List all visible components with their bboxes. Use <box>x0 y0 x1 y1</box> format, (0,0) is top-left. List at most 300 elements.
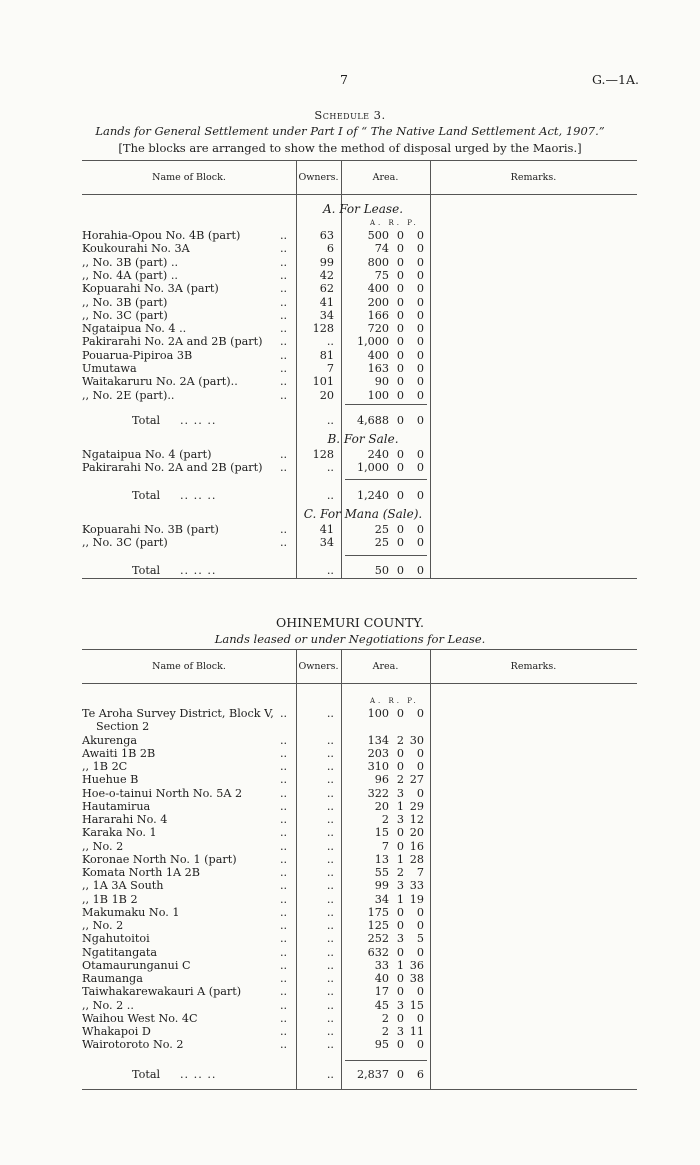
area-roods: 2 <box>396 773 404 787</box>
section-b-title: B. For Sale. <box>327 432 399 446</box>
owners-count: .. <box>326 1011 334 1025</box>
block-name: ,, No. 3B (part) <box>82 295 168 309</box>
total-owners: .. <box>326 414 334 427</box>
area-perches: 12 <box>409 813 424 826</box>
leader-dots: .. <box>280 461 288 475</box>
area-perches: 0 <box>416 746 424 760</box>
leader-dots: .. <box>280 919 288 932</box>
area-acres: 40 <box>374 972 389 985</box>
leader-dots: .. <box>280 229 288 242</box>
column-header-name: Name of Block. <box>152 172 226 183</box>
unit-acres: A. <box>370 219 384 227</box>
owners-count: .. <box>326 958 334 972</box>
area-acres: 175 <box>367 905 389 919</box>
area-perches: 36 <box>409 958 424 972</box>
total-rule <box>345 404 427 405</box>
total-owners: .. <box>326 564 334 577</box>
area-roods: 0 <box>396 839 404 853</box>
owners-count: .. <box>326 985 334 999</box>
total-label: Total <box>132 489 161 502</box>
area-acres: 7 <box>381 839 389 853</box>
area-acres: 1,000 <box>356 461 389 475</box>
area-roods: 0 <box>396 388 404 402</box>
owners-count: 99 <box>319 255 334 269</box>
area-perches: 20 <box>409 826 424 840</box>
area-acres: 17 <box>374 985 389 999</box>
area-acres: 1,000 <box>356 335 389 349</box>
block-name: Karaka No. 1 <box>82 826 157 840</box>
unit-perches: P. <box>407 697 419 705</box>
owners-count: .. <box>326 905 334 919</box>
block-name: Whakapoi D <box>82 1025 151 1038</box>
block-name: ,, No. 3C (part) <box>82 308 168 322</box>
area-acres: 240 <box>367 448 389 461</box>
area-roods: 0 <box>396 1011 404 1025</box>
area-acres: 55 <box>374 866 389 879</box>
total-label: Total <box>132 1068 161 1081</box>
leader-dots: .. <box>280 322 288 336</box>
area-perches: 0 <box>416 348 424 362</box>
area-perches: 0 <box>416 255 424 269</box>
area-roods: 0 <box>396 348 404 362</box>
area-acres: 100 <box>367 707 389 720</box>
column-divider <box>430 160 431 578</box>
table-top-rule <box>82 160 637 161</box>
section-c-title: C. For Mana (Sale). <box>303 507 423 521</box>
unit-acres: A. <box>370 697 384 705</box>
block-name: Ngahutoitoi <box>82 932 150 946</box>
area-acres: 310 <box>367 760 389 773</box>
leader-dots: .. <box>280 985 288 999</box>
block-name: ,, No. 2 .. <box>82 998 134 1012</box>
owners-count: 42 <box>319 268 334 282</box>
total-rule <box>345 479 427 480</box>
total-label: Total <box>132 564 161 577</box>
area-acres: 2 <box>381 1011 389 1025</box>
owners-count: .. <box>326 773 334 787</box>
total-acres: 1,240 <box>356 489 389 502</box>
leader-dots: .. <box>280 905 288 919</box>
owners-count: .. <box>326 932 334 946</box>
area-perches: 0 <box>416 229 424 242</box>
area-perches: 38 <box>409 972 424 985</box>
owners-count: 41 <box>319 295 334 309</box>
leader-dots: .. <box>280 295 288 309</box>
total-perches: 0 <box>416 564 424 577</box>
area-perches: 0 <box>416 985 424 999</box>
area-acres: 800 <box>367 255 389 269</box>
area-perches: 0 <box>416 1038 424 1052</box>
area-acres: 45 <box>374 998 389 1012</box>
area-roods: 0 <box>396 229 404 242</box>
area-acres: 2 <box>381 1025 389 1038</box>
owners-count: .. <box>326 945 334 959</box>
area-roods: 0 <box>396 268 404 282</box>
total-roods: 0 <box>396 564 404 577</box>
total-acres: 4,688 <box>356 414 389 427</box>
area-acres: 74 <box>374 242 389 256</box>
owners-count: 6 <box>326 242 334 256</box>
area-perches: 0 <box>416 282 424 296</box>
owners-count: .. <box>326 733 334 747</box>
column-divider <box>430 649 431 1089</box>
area-acres: 252 <box>367 932 389 946</box>
area-roods: 3 <box>396 932 404 946</box>
area-perches: 0 <box>416 786 424 800</box>
block-name: Koukourahi No. 3A <box>82 242 190 256</box>
owners-count: 34 <box>319 308 334 322</box>
area-acres: 720 <box>367 322 389 336</box>
area-perches: 0 <box>416 362 424 375</box>
block-name: ,, No. 3B (part) .. <box>82 255 179 269</box>
owners-count: .. <box>326 746 334 760</box>
area-roods: 0 <box>396 523 404 536</box>
schedule-title: Schedule 3. <box>314 108 386 122</box>
area-roods: 0 <box>396 1038 404 1052</box>
block-name: Waihou West No. 4C <box>82 1011 198 1025</box>
owners-count: .. <box>326 998 334 1012</box>
block-name: ,, 1B 2C <box>82 760 128 773</box>
area-acres: 100 <box>367 388 389 402</box>
area-roods: 0 <box>396 746 404 760</box>
area-roods: 0 <box>396 255 404 269</box>
area-roods: 0 <box>396 905 404 919</box>
owners-count: .. <box>326 707 334 720</box>
block-name: Pakirarahi No. 2A and 2B (part) <box>82 461 263 475</box>
area-acres: 400 <box>367 348 389 362</box>
page-number: 7 <box>340 72 348 87</box>
leader-dots: .. <box>280 707 288 720</box>
area-perches: 0 <box>416 461 424 475</box>
block-name: Horahia-Opou No. 4B (part) <box>82 229 241 242</box>
block-name: Otamaurunganui C <box>82 958 191 972</box>
area-roods: 0 <box>396 362 404 375</box>
leader-dots: .. <box>280 536 288 550</box>
area-acres: 99 <box>374 879 389 893</box>
owners-count: .. <box>326 879 334 893</box>
area-perches: 33 <box>409 879 424 893</box>
area-roods: 1 <box>396 958 404 972</box>
column-header-owners: Owners. <box>298 661 339 672</box>
area-perches: 0 <box>416 375 424 389</box>
block-name: Kopuarahi No. 3A (part) <box>82 282 219 296</box>
block-name: Umutawa <box>82 362 137 375</box>
owners-count: .. <box>326 1038 334 1052</box>
block-name: Raumanga <box>82 972 143 985</box>
table-bottom-rule <box>82 1089 637 1090</box>
area-acres: 25 <box>374 536 389 550</box>
area-roods: 3 <box>396 1025 404 1038</box>
area-acres: 15 <box>374 826 389 840</box>
column-header-area: Area. <box>372 172 399 183</box>
leader-dots: .. <box>280 972 288 985</box>
leader-dots: .. .. .. <box>180 414 217 427</box>
area-roods: 0 <box>396 461 404 475</box>
area-roods: 3 <box>396 786 404 800</box>
area-acres: 20 <box>374 799 389 813</box>
block-name: Hararahi No. 4 <box>82 813 168 826</box>
area-acres: 500 <box>367 229 389 242</box>
area-acres: 90 <box>374 375 389 389</box>
total-owners: .. <box>326 489 334 502</box>
block-name: ,, No. 2 <box>82 919 124 932</box>
area-perches: 30 <box>409 733 424 747</box>
leader-dots: .. <box>280 760 288 773</box>
total-perches: 0 <box>416 414 424 427</box>
leader-dots: .. <box>280 308 288 322</box>
area-perches: 0 <box>416 295 424 309</box>
area-roods: 3 <box>396 879 404 893</box>
leader-dots: .. <box>280 786 288 800</box>
block-name: Pakirarahi No. 2A and 2B (part) <box>82 335 263 349</box>
leader-dots: .. <box>280 733 288 747</box>
leader-dots: .. <box>280 255 288 269</box>
block-name: Ngatitangata <box>82 945 158 959</box>
owners-count: .. <box>326 972 334 985</box>
area-roods: 0 <box>396 945 404 959</box>
leader-dots: .. <box>280 448 288 461</box>
area-perches: 0 <box>416 388 424 402</box>
area-perches: 11 <box>409 1025 424 1038</box>
owners-count: 34 <box>319 536 334 550</box>
unit-roods: R. <box>388 697 403 705</box>
block-name: Awaiti 1B 2B <box>82 746 156 760</box>
leader-dots: .. <box>280 945 288 959</box>
leader-dots: .. <box>280 879 288 893</box>
area-perches: 0 <box>416 242 424 256</box>
column-header-name: Name of Block. <box>152 661 226 672</box>
leader-dots: .. <box>280 852 288 866</box>
block-name: Makumaku No. 1 <box>82 905 180 919</box>
area-acres: 400 <box>367 282 389 296</box>
area-perches: 0 <box>416 268 424 282</box>
area-perches: 16 <box>409 839 424 853</box>
block-name: Komata North 1A 2B <box>82 866 201 879</box>
area-roods: 0 <box>396 760 404 773</box>
block-name: ,, No. 3C (part) <box>82 536 168 550</box>
area-acres: 203 <box>367 746 389 760</box>
leader-dots: .. .. .. <box>180 489 217 502</box>
column-header-remarks: Remarks. <box>510 172 557 183</box>
leader-dots: .. <box>280 839 288 853</box>
area-perches: 5 <box>416 932 424 946</box>
table-header-rule <box>82 194 637 195</box>
section-a-title: A. For Lease. <box>322 202 404 216</box>
area-roods: 0 <box>396 335 404 349</box>
leader-dots: .. <box>280 268 288 282</box>
leader-dots: .. <box>280 892 288 906</box>
area-perches: 0 <box>416 308 424 322</box>
leader-dots: .. <box>280 523 288 536</box>
block-name: Ngataipua No. 4 (part) <box>82 448 212 461</box>
county-subtitle: Lands leased or under Negotiations for Lease. <box>214 632 486 646</box>
column-header-owners: Owners. <box>298 172 339 183</box>
block-name: Pouarua-Pipiroa 3B <box>82 348 193 362</box>
block-name: Wairotoroto No. 2 <box>82 1038 184 1052</box>
owners-count: .. <box>326 335 334 349</box>
block-name: Huehue B <box>82 773 139 787</box>
document-reference: G.—1A. <box>592 72 639 87</box>
area-roods: 0 <box>396 448 404 461</box>
block-name: Taiwhakarewakauri A (part) <box>82 985 242 999</box>
area-acres: 75 <box>374 268 389 282</box>
area-units-header <box>370 697 419 705</box>
total-roods: 0 <box>396 414 404 427</box>
area-roods: 0 <box>396 985 404 999</box>
area-roods: 0 <box>396 295 404 309</box>
block-name: ,, No. 4A (part) .. <box>82 268 178 282</box>
leader-dots: .. <box>280 242 288 256</box>
schedule-note: [The blocks are arranged to show the method of disposal urged by the Maoris.] <box>118 141 582 155</box>
leader-dots: .. <box>280 998 288 1012</box>
leader-dots: .. .. .. <box>180 564 217 577</box>
area-perches: 15 <box>409 998 424 1012</box>
area-perches: 0 <box>416 1011 424 1025</box>
area-roods: 0 <box>396 282 404 296</box>
area-acres: 125 <box>367 919 389 932</box>
total-acres: 50 <box>374 564 389 577</box>
total-perches: 6 <box>416 1068 424 1081</box>
area-perches: 19 <box>409 892 424 906</box>
owners-count: 128 <box>312 322 334 336</box>
area-perches: 0 <box>416 523 424 536</box>
area-roods: 0 <box>396 308 404 322</box>
block-name: Hoe-o-tainui North No. 5A 2 <box>82 786 243 800</box>
owners-count: 62 <box>319 282 334 296</box>
block-name: ,, 1B 1B 2 <box>82 892 138 906</box>
total-roods: 0 <box>396 1068 404 1081</box>
leader-dots: .. <box>280 773 288 787</box>
block-name: Hautamirua <box>82 799 151 813</box>
area-perches: 0 <box>416 919 424 932</box>
owners-count: .. <box>326 919 334 932</box>
table-top-rule <box>82 649 637 650</box>
owners-count: .. <box>326 1025 334 1038</box>
owners-count: .. <box>326 852 334 866</box>
owners-count: .. <box>326 799 334 813</box>
block-name: ,, No. 2E (part).. <box>82 388 175 402</box>
block-name: Waitakaruru No. 2A (part).. <box>82 375 238 389</box>
area-acres: 163 <box>367 362 389 375</box>
owners-count: .. <box>326 839 334 853</box>
block-name: Koronae North No. 1 (part) <box>82 852 237 866</box>
block-name: Section 2 <box>96 720 150 734</box>
owners-count: 20 <box>319 388 334 402</box>
area-acres: 632 <box>367 945 389 959</box>
area-acres: 134 <box>367 733 389 747</box>
leader-dots: .. <box>280 799 288 813</box>
area-roods: 3 <box>396 998 404 1012</box>
area-acres: 166 <box>367 308 389 322</box>
total-owners: .. <box>326 1068 334 1081</box>
area-roods: 0 <box>396 707 404 720</box>
total-rule <box>345 555 427 556</box>
area-roods: 0 <box>396 919 404 932</box>
leader-dots: .. <box>280 932 288 946</box>
owners-count: 41 <box>319 523 334 536</box>
leader-dots: .. <box>280 866 288 879</box>
area-roods: 0 <box>396 322 404 336</box>
area-perches: 29 <box>409 799 424 813</box>
area-acres: 34 <box>374 892 389 906</box>
owners-count: .. <box>326 760 334 773</box>
total-perches: 0 <box>416 489 424 502</box>
area-acres: 2 <box>381 813 389 826</box>
unit-perches: P. <box>407 219 419 227</box>
area-roods: 0 <box>396 826 404 840</box>
leader-dots: .. <box>280 826 288 840</box>
leader-dots: .. <box>280 1038 288 1052</box>
owners-count: 63 <box>319 229 334 242</box>
block-name: ,, 1A 3A South <box>82 879 164 893</box>
area-acres: 322 <box>367 786 389 800</box>
owners-count: .. <box>326 461 334 475</box>
block-name: Ngataipua No. 4 .. <box>82 322 187 336</box>
area-perches: 0 <box>416 448 424 461</box>
area-acres: 96 <box>374 773 389 787</box>
area-roods: 0 <box>396 375 404 389</box>
owners-count: .. <box>326 813 334 826</box>
area-acres: 25 <box>374 523 389 536</box>
area-roods: 2 <box>396 866 404 879</box>
leader-dots: .. <box>280 813 288 826</box>
leader-dots: .. <box>280 335 288 349</box>
area-roods: 0 <box>396 972 404 985</box>
total-acres: 2,837 <box>356 1068 389 1081</box>
table-bottom-rule <box>82 578 637 579</box>
owners-count: .. <box>326 866 334 879</box>
area-perches: 0 <box>416 536 424 550</box>
total-label: Total <box>132 414 161 427</box>
area-perches: 0 <box>416 707 424 720</box>
area-roods: 1 <box>396 852 404 866</box>
area-perches: 28 <box>409 852 424 866</box>
leader-dots: .. <box>280 746 288 760</box>
leader-dots: .. .. .. <box>180 1068 217 1081</box>
county-title: OHINEMURI COUNTY. <box>275 615 425 630</box>
area-perches: 0 <box>416 760 424 773</box>
leader-dots: .. <box>280 1025 288 1038</box>
leader-dots: .. <box>280 348 288 362</box>
owners-count: .. <box>326 892 334 906</box>
unit-roods: R. <box>388 219 403 227</box>
area-roods: 2 <box>396 733 404 747</box>
area-roods: 0 <box>396 242 404 256</box>
area-roods: 3 <box>396 813 404 826</box>
area-roods: 1 <box>396 892 404 906</box>
schedule-subtitle: Lands for General Settlement under Part I of “ The Native Land Settlement Act, 1907.” <box>95 124 605 138</box>
area-roods: 1 <box>396 799 404 813</box>
area-perches: 0 <box>416 322 424 336</box>
total-roods: 0 <box>396 489 404 502</box>
leader-dots: .. <box>280 375 288 389</box>
block-name: ,, No. 2 <box>82 839 124 853</box>
owners-count: .. <box>326 786 334 800</box>
area-units-header <box>370 219 419 227</box>
owners-count: 81 <box>319 348 334 362</box>
owners-count: 7 <box>326 362 334 375</box>
owners-count: .. <box>326 826 334 840</box>
block-name: Te Aroha Survey District, Block V, <box>82 707 274 720</box>
area-perches: 0 <box>416 945 424 959</box>
column-header-area: Area. <box>372 661 399 672</box>
owners-count: 101 <box>312 375 334 389</box>
total-rule <box>345 1060 427 1061</box>
leader-dots: .. <box>280 958 288 972</box>
area-perches: 7 <box>416 866 424 879</box>
area-acres: 13 <box>374 852 389 866</box>
area-acres: 95 <box>374 1038 389 1052</box>
